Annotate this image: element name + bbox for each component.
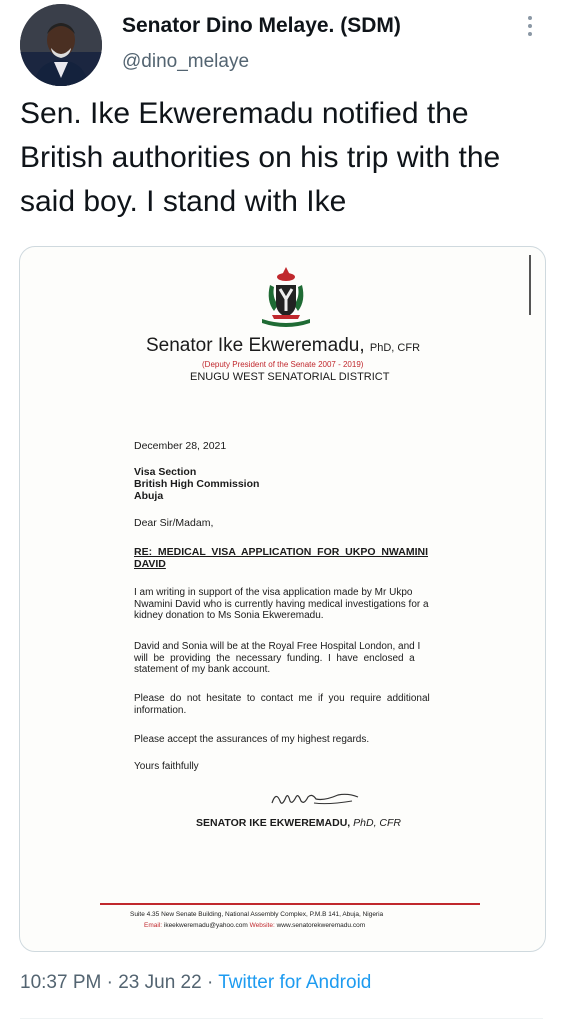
meta-separator: ·	[101, 972, 119, 993]
tweet-meta	[20, 972, 371, 994]
letter-paragraph-4: Please accept the assurances of my highest regards.	[134, 734, 370, 745]
footer-rule	[100, 903, 480, 905]
letter-footer-contact: Email: ikeekweremadu@yahoo.com Website: www.senatorekweremadu.com	[144, 922, 366, 929]
coat-of-arms-icon	[256, 265, 316, 333]
letter-document	[20, 247, 545, 951]
letter-paragraph-3: Please do not hesitate to contact me if you require additional information.	[134, 693, 430, 716]
tweet-text: Sen. Ike Ekweremadu notified the British authorities on his trip with the said boy. I stand with Ike	[20, 97, 501, 218]
letter-paragraph-2: David and Sonia will be at the Royal Free Hospital London, and I will be providing the necessary funding. I have enclosed a statement of my bank account.	[134, 641, 421, 675]
letter-address: Visa Section British High Commission Abuja	[134, 466, 260, 502]
letter-date: December 28, 2021	[134, 440, 227, 452]
more-vertical-icon[interactable]	[520, 16, 540, 40]
author-handle[interactable]: @dino_melaye	[122, 51, 250, 72]
letter-closing: Yours faithfully	[134, 761, 199, 772]
author-name[interactable]: Senator Dino Melaye. (SDM)	[122, 14, 401, 37]
letter-paragraph-1: I am writing in support of the visa application made by Mr Ukpo Nwamini David who is currently having medical investigations for a kidney donation to Ms Sonia Ekweremadu.	[134, 587, 429, 621]
letterhead-district: ENUGU WEST SENATORIAL DISTRICT	[190, 371, 390, 383]
tweet-source-link[interactable]: Twitter for Android	[218, 972, 372, 993]
avatar-image	[20, 4, 102, 86]
tweet-date[interactable]: 23 Jun 22	[118, 972, 202, 993]
divider	[20, 1018, 543, 1019]
author-avatar[interactable]	[20, 4, 102, 86]
tweet-time[interactable]: 10:37 PM	[20, 972, 102, 993]
letter-salutation: Dear Sir/Madam,	[134, 517, 214, 529]
meta-separator: ·	[201, 972, 219, 993]
handwritten-signature	[268, 785, 364, 811]
scan-edge	[529, 255, 531, 315]
letter-footer-address: Suite 4.35 New Senate Building, National Assembly Complex, P.M.B 141, Abuja, Nigeria	[130, 911, 384, 918]
letter-subject: RE: MEDICAL VISA APPLICATION FOR UKPO NWAMINI DAVID	[134, 546, 429, 570]
letter-signature-name: SENATOR IKE EKWEREMADU, PhD, CFR	[196, 817, 401, 829]
letterhead-deputy-line: (Deputy President of the Senate 2007 - 2019)	[202, 360, 364, 369]
letterhead-name: Senator Ike Ekweremadu, PhD, CFR	[146, 335, 421, 356]
tweet-media-image[interactable]	[19, 246, 546, 952]
